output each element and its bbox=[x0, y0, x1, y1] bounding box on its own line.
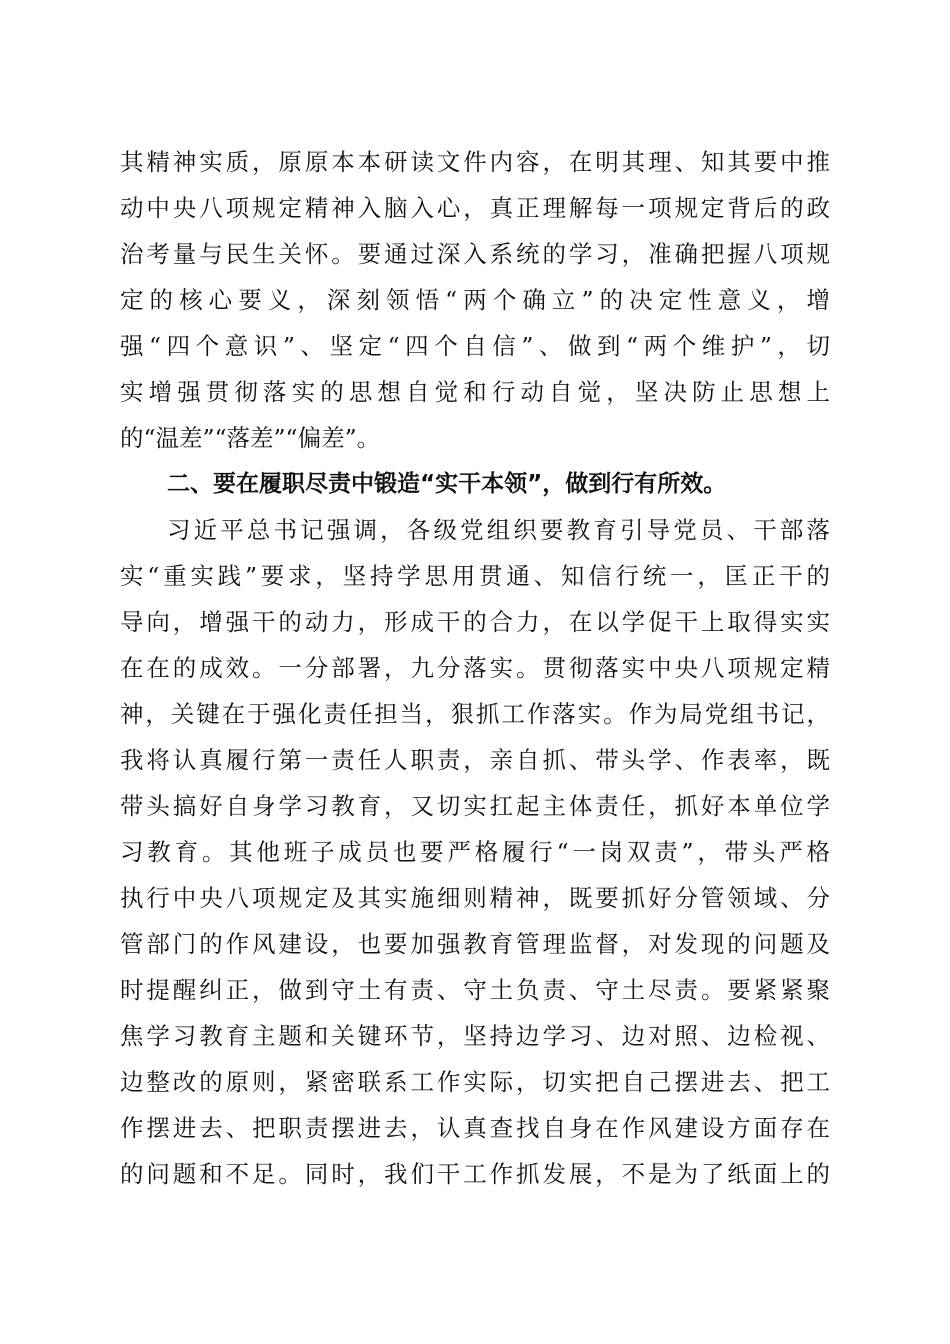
paragraph-line: 实“重实践”要求，坚持学思用贯通、知信行统一，匡正干的 bbox=[120, 562, 830, 590]
paragraph-line: 时提醒纠正，做到守土有责、守土负责、守土尽责。要紧紧聚 bbox=[120, 976, 830, 1004]
paragraph-line: 习近平总书记强调，各级党组织要教育引导党员、干部落 bbox=[167, 516, 830, 544]
paragraph-line: 动中央八项规定精神入脑入心，真正理解每一项规定背后的政 bbox=[120, 194, 830, 222]
paragraph-line: 神，关键在于强化责任担当，狠抓工作落实。作为局党组书记， bbox=[120, 700, 830, 728]
paragraph-line: 焦学习教育主题和关键环节，坚持边学习、边对照、边检视、 bbox=[120, 1022, 830, 1050]
paragraph-line: 强“四个意识”、坚定“四个自信”、做到“两个维护”，切 bbox=[120, 332, 830, 360]
paragraph-line: 我将认真履行第一责任人职责，亲自抓、带头学、作表率，既 bbox=[120, 746, 830, 774]
paragraph-line: 带头搞好自身学习教育，又切实扛起主体责任，抓好本单位学 bbox=[120, 792, 830, 820]
paragraph-line: 导向，增强干的动力，形成干的合力，在以学促干上取得实实 bbox=[120, 608, 830, 636]
paragraph-line: 定的核心要义，深刻领悟“两个确立”的决定性意义，增 bbox=[120, 286, 830, 314]
paragraph-line: 执行中央八项规定及其实施细则精神，既要抓好分管领域、分 bbox=[120, 884, 830, 912]
paragraph-line: 在在的成效。一分部署，九分落实。贯彻落实中央八项规定精 bbox=[120, 654, 830, 682]
paragraph-line: 管部门的作风建设，也要加强教育管理监督，对发现的问题及 bbox=[120, 930, 830, 958]
paragraph-line: 作摆进去、把职责摆进去，认真查找自身在作风建设方面存在 bbox=[120, 1114, 830, 1142]
paragraph-line: 其精神实质，原原本本研读文件内容，在明其理、知其要中推 bbox=[120, 148, 830, 176]
paragraph-line: 实增强贯彻落实的思想自觉和行动自觉，坚决防止思想上 bbox=[120, 378, 830, 406]
paragraph-line: 的“温差”“落差”“偏差”。 bbox=[120, 424, 381, 452]
paragraph-line: 治考量与民生关怀。要通过深入系统的学习，准确把握八项规 bbox=[120, 240, 830, 268]
paragraph-line: 习教育。其他班子成员也要严格履行“一岗双责”，带头严格 bbox=[120, 838, 830, 866]
paragraph-line: 边整改的原则，紧密联系工作实际，切实把自己摆进去、把工 bbox=[120, 1068, 830, 1096]
paragraph-line: 的问题和不足。同时，我们干工作抓发展，不是为了纸面上的 bbox=[120, 1160, 830, 1188]
section-heading: 二、要在履职尽责中锻造“实干本领”，做到行有所效。 bbox=[167, 471, 727, 497]
